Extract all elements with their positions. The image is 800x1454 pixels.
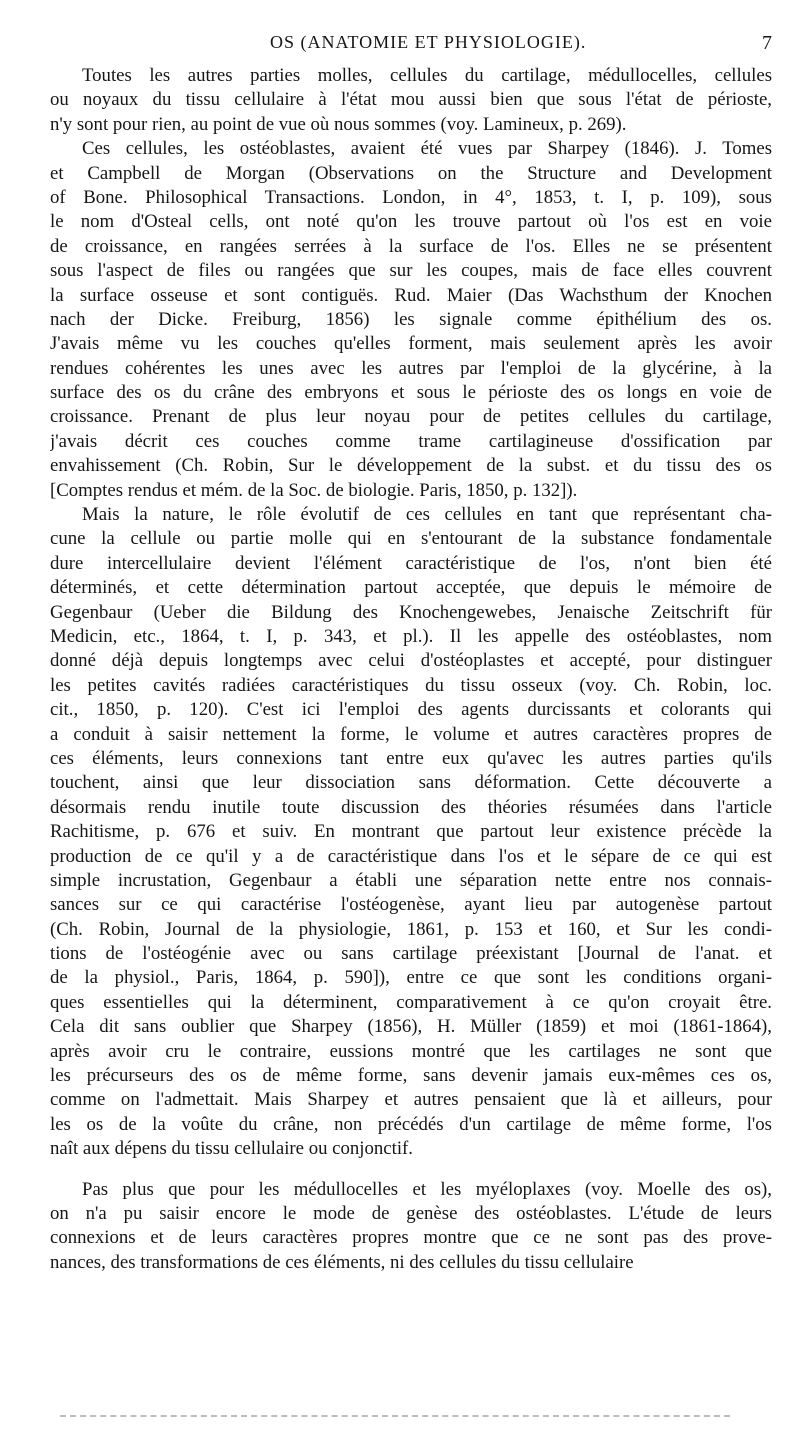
text-line: le nom d'Osteal cells, ont noté qu'on les trouve partout où l'os est en voie [50,211,772,233]
text-line: rendues cohérentes les unes avec les autres par l'emploi de la glycérine, à la [50,357,772,379]
text-line: les os de la voûte du crâne, non précédés d'un cartilage de même forme, l'os [50,1113,772,1135]
body-text [50,64,772,1275]
text-line: cune la cellule ou partie molle qui en s'entourant de la substance fondamentale [50,528,772,550]
paragraph [50,137,772,503]
paragraph [50,1178,772,1276]
text-line: comme on l'admettait. Mais Sharpey et autres pensaient que là et ailleurs, pour [50,1089,772,1111]
paragraph-gap [50,1162,772,1178]
text-line: touchent, ainsi que leur dissociation sans déformation. Cette découverte a [50,772,772,794]
text-line: surface des os du crâne des embryons et sous le périoste des os longs en voie de [50,382,772,404]
text-line: Toutes les autres parties molles, cellules du cartilage, médullocelles, cellules [82,65,772,86]
text-line: Ces cellules, les ostéoblastes, avaient été vues par Sharpey (1846). J. Tomes [82,138,772,160]
text-line: ou noyaux du tissu cellulaire à l'état mou aussi bien que sous l'état de périoste, [50,89,772,111]
text-line: envahissement (Ch. Robin, Sur le développement de la subst. et du tissu des os [50,455,772,477]
paragraph [50,64,772,137]
text-line: of Bone. Philosophical Transactions. London, in 4°, 1853, t. I, p. 109), sous [50,186,772,208]
running-head: OS (ANATOMIE ET PHYSIOLOGIE). [270,32,587,52]
text-line: donné déjà depuis longtemps avec celui d'ostéoplastes et accepté, pour distinguer [50,650,772,672]
page-number: 7 [762,32,772,54]
page-header [50,30,772,60]
text-line: sous l'aspect de files ou rangées que sur les coupes, mais de face elles couvrent [50,260,772,282]
text-line: on n'a pu saisir encore le mode de genèse des ostéoblastes. L'étude de leurs [50,1202,772,1224]
text-line: et Campbell de Morgan (Observations on the Structure and Development [50,162,772,184]
text-line: Medicin, etc., 1864, t. I, p. 343, et pl.). Il les appelle des ostéoblastes, nom [50,625,772,647]
paragraph [50,503,772,1162]
text-line: déterminés, et cette détermination partout acceptée, que depuis le mémoire de [50,577,772,599]
text-line: j'avais décrit ces couches comme trame cartilagineuse d'ossification par [50,430,772,452]
text-line: sances sur ce qui caractérise l'ostéogenèse, ayant lieu par autogenèse partout [50,894,772,916]
text-line: Rachitisme, p. 676 et suiv. En montrant que partout leur existence précède la [50,821,772,843]
text-line: les petites cavités radiées caractéristiques du tissu osseux (voy. Ch. Robin, loc. [50,674,772,696]
text-line: désormais rendu inutile toute discussion des théories résumées dans l'article [50,796,772,818]
text-line: croissance. Prenant de plus leur noyau pour de petites cellules du cartilage, [50,406,772,428]
text-line: les précurseurs des os de même forme, sans devenir jamais eux-mêmes ces os, [50,1065,772,1087]
text-line: a conduit à saisir nettement la forme, le volume et autres caractères propres de [50,723,772,745]
text-line: tions de l'ostéogénie avec ou sans cartilage préexistant [Journal de l'anat. et [50,943,772,965]
text-line: dure intercellulaire devient l'élément caractéristique de l'os, n'ont bien été [50,552,772,574]
text-line: Cela dit sans oublier que Sharpey (1856), H. Müller (1859) et moi (1861-1864), [50,1016,772,1038]
text-line: [Comptes rendus et mém. de la Soc. de biologie. Paris, 1850, p. 132]). [50,479,578,501]
text-line: de la physiol., Paris, 1864, p. 590]), entre ce que sont les conditions organi- [50,967,772,989]
text-line: simple incrustation, Gegenbaur a établi une séparation nette entre nos connais- [50,869,772,891]
text-line: Pas plus que pour les médullocelles et les myéloplaxes (voy. Moelle des os), [82,1178,772,1200]
text-line: nach der Dicke. Freiburg, 1856) les signale comme épithélium des os. [50,308,772,330]
text-line: ces éléments, leurs connexions tant entre eux qu'avec les autres parties qu'ils [50,747,772,769]
text-line: naît aux dépens du tissu cellulaire ou conjonctif. [50,1138,414,1160]
text-line: nances, des transformations de ces éléments, ni des cellules du tissu cellulaire [50,1251,634,1273]
text-line: ques essentielles qui la déterminent, comparativement à ce qu'on croyait être. [50,991,772,1013]
text-line: n'y sont pour rien, au point de vue où nous sommes (voy. Lamineux, p. 269). [50,113,627,135]
text-line: cit., 1850, p. 120). C'est ici l'emploi des agents durcissants et colorants qui [50,699,772,721]
text-line: production de ce qu'il y a de caractéristique dans l'os et le sépare de ce qui est [50,845,772,867]
text-line: la surface osseuse et sont contiguës. Rud. Maier (Das Wachsthum der Knochen [50,284,772,306]
footer-rule [60,1415,730,1417]
text-line: après avoir cru le contraire, eussions montré que les cartilages ne sont que [50,1040,772,1062]
text-line: connexions et de leurs caractères propres montre que ce ne sont pas des prove- [50,1227,772,1249]
text-line: Mais la nature, le rôle évolutif de ces cellules en tant que représentant cha- [82,504,772,526]
text-line: Gegenbaur (Ueber die Bildung des Knochengewebes, Jenaische Zeitschrift für [50,601,772,623]
text-line: de croissance, en rangées serrées à la surface de l'os. Elles ne se présentent [50,235,772,257]
text-line: (Ch. Robin, Journal de la physiologie, 1861, p. 153 et 160, et Sur les condi- [50,918,772,940]
text-line: J'avais même vu les couches qu'elles forment, mais seulement après les avoir [50,333,772,355]
